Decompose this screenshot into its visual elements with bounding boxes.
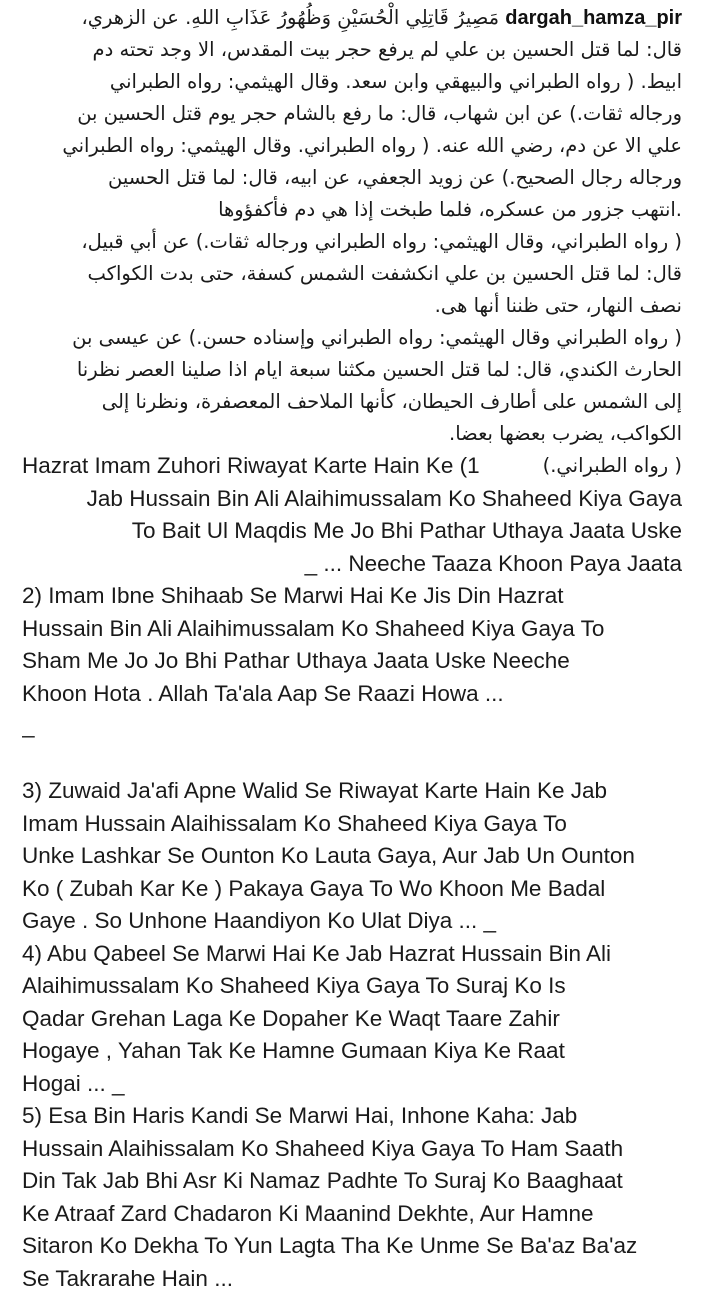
roman-line: 5) Esa Bin Haris Kandi Se Marwi Hai, Inhone Kaha: Jab bbox=[22, 1100, 682, 1133]
roman-line: Jab Hussain Bin Ali Alaihimussalam Ko Shaheed Kiya Gaya bbox=[22, 483, 682, 516]
roman-urdu-text-block bbox=[22, 450, 682, 1295]
roman-line: Alaihimussalam Ko Shaheed Kiya Gaya To Suraj Ko Is bbox=[22, 970, 682, 1003]
arabic-line: ( رواه الطبراني وقال الهيثمي: رواه الطبراني وإسناده حسن.) عن عيسى بن bbox=[22, 322, 682, 354]
roman-line: Ke Atraaf Zard Chadaron Ki Maanind Dekhte, Aur Hamne bbox=[22, 1198, 682, 1231]
roman-line: 3) Zuwaid Ja'afi Apne Walid Se Riwayat Karte Hain Ke Jab bbox=[22, 775, 682, 808]
roman-line: Imam Hussain Alaihissalam Ko Shaheed Kiya Gaya To bbox=[22, 808, 682, 841]
roman-line: Khoon Hota . Allah Ta'ala Aap Se Raazi Howa ... bbox=[22, 678, 682, 711]
arabic-line: قال: لما قتل الحسين بن علي لم يرفع حجر بيت المقدس، الا وجد تحته دم bbox=[22, 34, 682, 66]
arabic-line: إلى الشمس على أطارف الحيطان، كأنها الملاحف المعصفرة، ونظرنا إلى bbox=[22, 386, 682, 418]
roman-line: Qadar Grehan Laga Ke Dopaher Ke Waqt Taare Zahir bbox=[22, 1003, 682, 1036]
arabic-line: نصف النهار، حتى ظننا أنها هى. bbox=[22, 290, 682, 322]
roman-line: _ bbox=[22, 710, 682, 743]
arabic-line: ورجاله رجال الصحيح.) عن زويد الجعفي، عن ابيه، قال: لما قتل الحسين bbox=[22, 162, 682, 194]
roman-line: Din Tak Jab Bhi Asr Ki Namaz Padhte To Suraj Ko Baaghaat bbox=[22, 1165, 682, 1198]
arabic-line: مَصِيرُ قَاتِلِي الْحُسَيْنِ وَظُهُورُ عَذَابِ اللهِ. عن الزهري، bbox=[81, 6, 499, 29]
arabic-line: .انتهب جزور من عسكره، فلما طبخت إذا هي دم فأكفؤوها bbox=[22, 194, 682, 226]
arabic-line: ابيط. ( رواه الطبراني والبيهقي وابن سعد. وقال الهيثمي: رواه الطبراني bbox=[22, 66, 682, 98]
arabic-line: علي الا عن دم، رضي الله عنه. ( رواه الطبراني. وقال الهيثمي: رواه الطبراني bbox=[22, 130, 682, 162]
roman-line: Sitaron Ko Dekha To Yun Lagta Tha Ke Unme Se Ba'az Ba'az bbox=[22, 1230, 682, 1263]
roman-line: Ko ( Zubah Kar Ke ) Pakaya Gaya To Wo Khoon Me Badal bbox=[22, 873, 682, 906]
roman-line: Se Takrarahe Hain ... bbox=[22, 1263, 682, 1295]
roman-line: 2) Imam Ibne Shihaab Se Marwi Hai Ke Jis Din Hazrat bbox=[22, 580, 682, 613]
roman-line: Unke Lashkar Se Ounton Ko Lauta Gaya, Aur Jab Un Ounton bbox=[22, 840, 682, 873]
roman-line: To Bait Ul Maqdis Me Jo Bhi Pathar Uthaya Jaata Uske bbox=[22, 515, 682, 548]
roman-line: Hogaye , Yahan Tak Ke Hamne Gumaan Kiya Ke Raat bbox=[22, 1035, 682, 1068]
arabic-line: ( رواه الطبراني، وقال الهيثمي: رواه الطبراني ورجاله ثقات.) عن أبي قبيل، bbox=[22, 226, 682, 258]
roman-line: Gaye . So Unhone Haandiyon Ko Ulat Diya ... _ bbox=[22, 905, 682, 938]
arabic-line: الكواكب، يضرب بعضها بعضا. bbox=[22, 418, 682, 450]
roman-line: 4) Abu Qabeel Se Marwi Hai Ke Jab Hazrat Hussain Bin Ali bbox=[22, 938, 682, 971]
line-spacer bbox=[22, 743, 682, 776]
roman-line: _ ... Neeche Taaza Khoon Paya Jaata bbox=[22, 548, 682, 581]
arabic-line: الحارث الكندي، قال: لما قتل الحسين مكثنا سبعة ايام اذا صلينا العصر نظرنا bbox=[22, 354, 682, 386]
arabic-reference: ( رواه الطبراني.) bbox=[543, 450, 682, 483]
roman-line: Hogai ... _ bbox=[22, 1068, 682, 1101]
arabic-text-block bbox=[22, 2, 682, 450]
username[interactable]: dargah_hamza_pir bbox=[505, 7, 682, 29]
roman-line: Hussain Bin Ali Alaihimussalam Ko Shaheed Kiya Gaya To bbox=[22, 613, 682, 646]
roman-line: Hussain Alaihissalam Ko Shaheed Kiya Gaya To Ham Saath bbox=[22, 1133, 682, 1166]
mixed-line bbox=[22, 450, 682, 483]
roman-line: Hazrat Imam Zuhori Riwayat Karte Hain Ke (1 bbox=[22, 450, 480, 483]
roman-line: Sham Me Jo Jo Bhi Pathar Uthaya Jaata Uske Neeche bbox=[22, 645, 682, 678]
arabic-line: ورجاله ثقات.) عن ابن شهاب، قال: ما رفع بالشام حجر يوم قتل الحسين بن bbox=[22, 98, 682, 130]
caption-first-line bbox=[22, 2, 682, 34]
arabic-line: قال: لما قتل الحسين بن علي انكشفت الشمس كسفة، حتى بدت الكواكب bbox=[22, 258, 682, 290]
